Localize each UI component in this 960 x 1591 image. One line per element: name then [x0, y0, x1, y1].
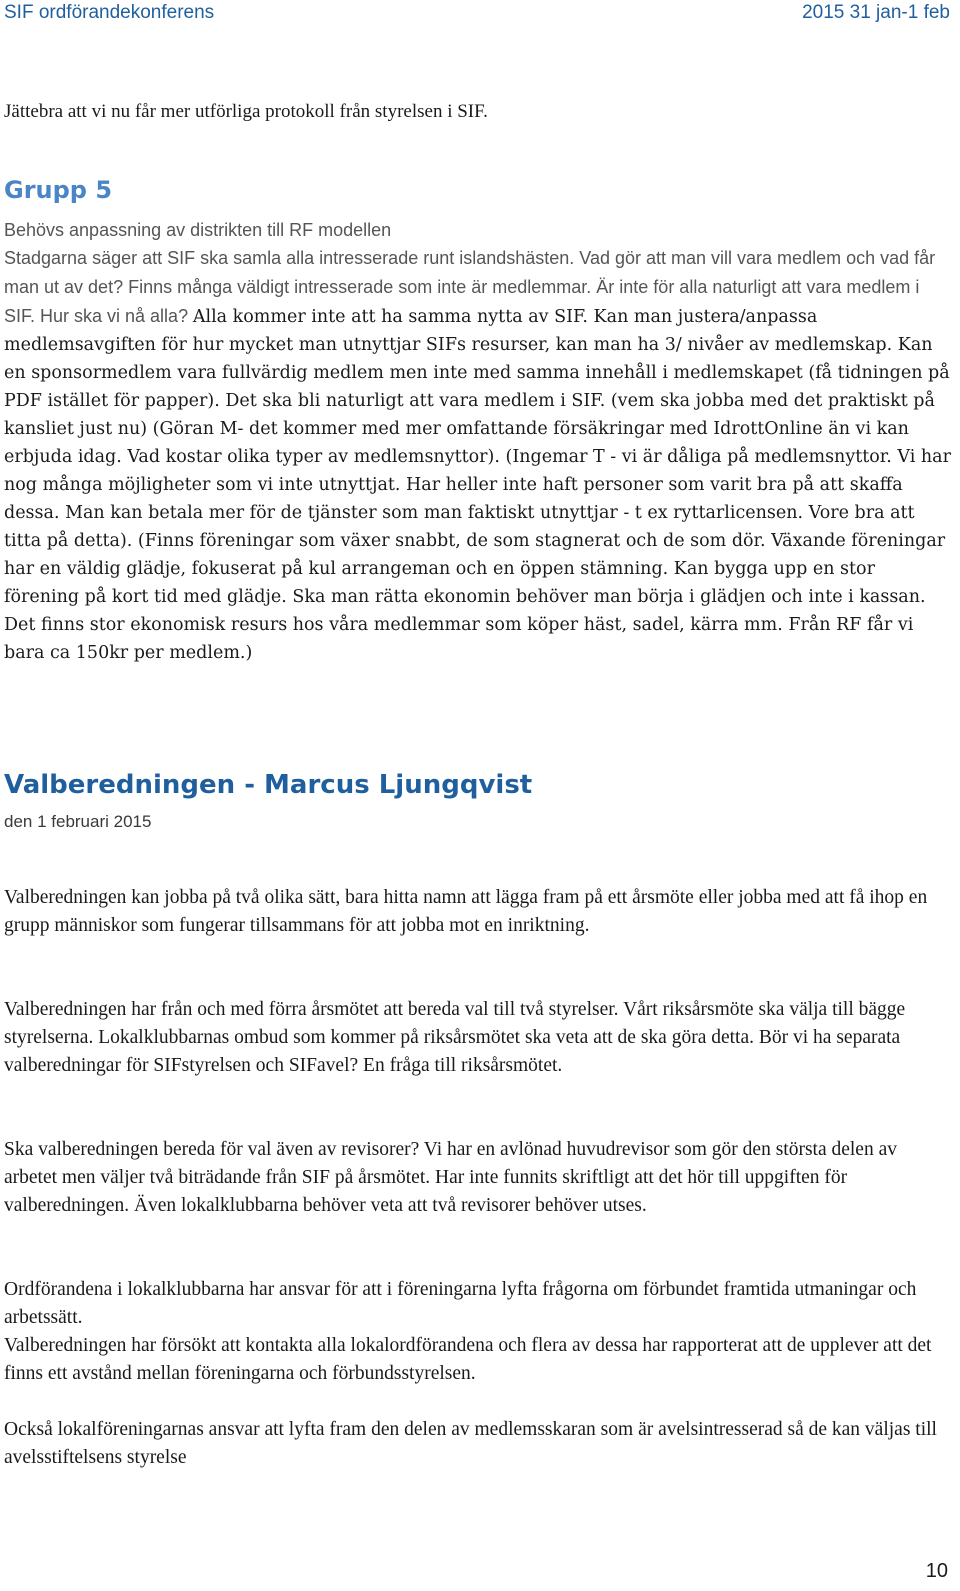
vb-paragraph-3: Ska valberedningen bereda för val även av revisorer? Vi har en avlönad huvudrevisor som gör den största delen av arbetet men väljer två biträdande från SIF på årsmötet. Har inte funnits skriftligt att det hör till uppgiften för valberedningen. Även lokalklubbarna behöver veta att två revisorer behöver utses. — [4, 1138, 897, 1216]
grupp5-body — [4, 216, 952, 667]
page-number: 10 — [925, 1560, 948, 1582]
vb-paragraph-1: Valberedningen kan jobba på två olika sätt, bara hitta namn att lägga fram på ett årsmöte eller jobba med att få ihop en grupp människor som fungerar tillsammans för att jobba mot en inriktning. — [4, 886, 928, 936]
vb-paragraph-6: Också lokalföreningarnas ansvar att lyfta fram den delen av medlemsskaran som är avelsintresserad så de kan väljas till avelsstiftelsens styrelse — [4, 1418, 937, 1468]
vb-paragraph-5: Valberedningen har försökt att kontakta alla lokalordförandena och flera av dessa har rapporterat att de upplever att det finns ett avstånd mellan föreningarna och förbundsstyrelsen. — [4, 1334, 932, 1384]
grupp5-heading: Grupp 5 — [4, 176, 113, 204]
grupp5-sans-text: Stadgarna säger att SIF ska samla alla intresserade runt islandshästen. Vad gör att man vill vara medlem och vad får man ut av det? Finns många väldigt intresserade som inte är medlemmar. Är inte för alla naturligt att vara medlem i SIF. Hur ska vi nå alla? — [4, 248, 936, 326]
grupp5-serif-text: Alla kommer inte att ha samma nytta av SIF. Kan man justera/anpassa medlemsavgiften för hur mycket man utnyttjar SIFs resurser, kan man ha 3/ nivåer av medlemskap. Kan en sponsormedlem vara fullvärdig medlem men inte med samma innehåll i medlemskapet (få tidningen på PDF istället för papper). Det ska bli naturligt att vara medlem i SIF. (vem ska jobba med det praktiskt på kansliet just nu) (Göran M- det kommer med mer omfattande försäkringar med IdrottOnline än vi kan erbjuda idag. Vad kostar olika typer av medlemsnyttor). (Ingemar T - vi är dåliga på medlemsnyttor. Vi har nog många möjligheter som vi inte utnyttjat. Har heller inte haft personer som varit bra på att skaffa dessa. Man kan betala mer för de tjänster som man faktiskt utnyttjar - t ex ryttarlicensen. Vore bra att titta på detta). (Finns föreningar som växer snabbt, de som stagnerat och de som dör. Växande föreningar har en väldig glädje, fokuserat på kul arrangeman och en öppen stämning. Kan bygga upp en stor förening på kort tid med glädje. Ska man rätta ekonomin behöver man börja i glädjen och inte i kassan. Det finns stor ekonomisk resurs hos våra medlemmar som köper häst, sadel, kärra mm. Från RF får vi bara ca 150kr per medlem.) — [4, 307, 951, 663]
section-title: Valberedningen - Marcus Ljungqvist — [4, 770, 533, 800]
grupp5-paragraph — [4, 244, 952, 667]
section-date: den 1 februari 2015 — [4, 812, 152, 831]
header-date: 2015 31 jan-1 feb — [802, 2, 950, 23]
intro-paragraph: Jättebra att vi nu får mer utförliga protokoll från styrelsen i SIF. — [4, 101, 488, 122]
page-header — [0, 0, 960, 26]
vb-paragraph-4: Ordförandena i lokalklubbarna har ansvar för att i föreningarna lyfta frågorna om förbundet framtida utmaningar och arbetssätt. — [4, 1278, 917, 1328]
vb-paragraph-2: Valberedningen har från och med förra årsmötet att bereda val till två styrelser. Vårt riksårsmöte ska välja till bägge styrelserna. Lokalklubbarnas ombud som kommer på riksårsmötet ska veta att de ska göra detta. Bör vi ha separata valberedningar för SIFstyrelsen och SIFavel? En fråga till riksårsmötet. — [4, 998, 906, 1076]
header-title: SIF ordförandekonferens — [4, 2, 215, 23]
grupp5-line1: Behövs anpassning av distrikten till RF modellen — [4, 220, 392, 240]
